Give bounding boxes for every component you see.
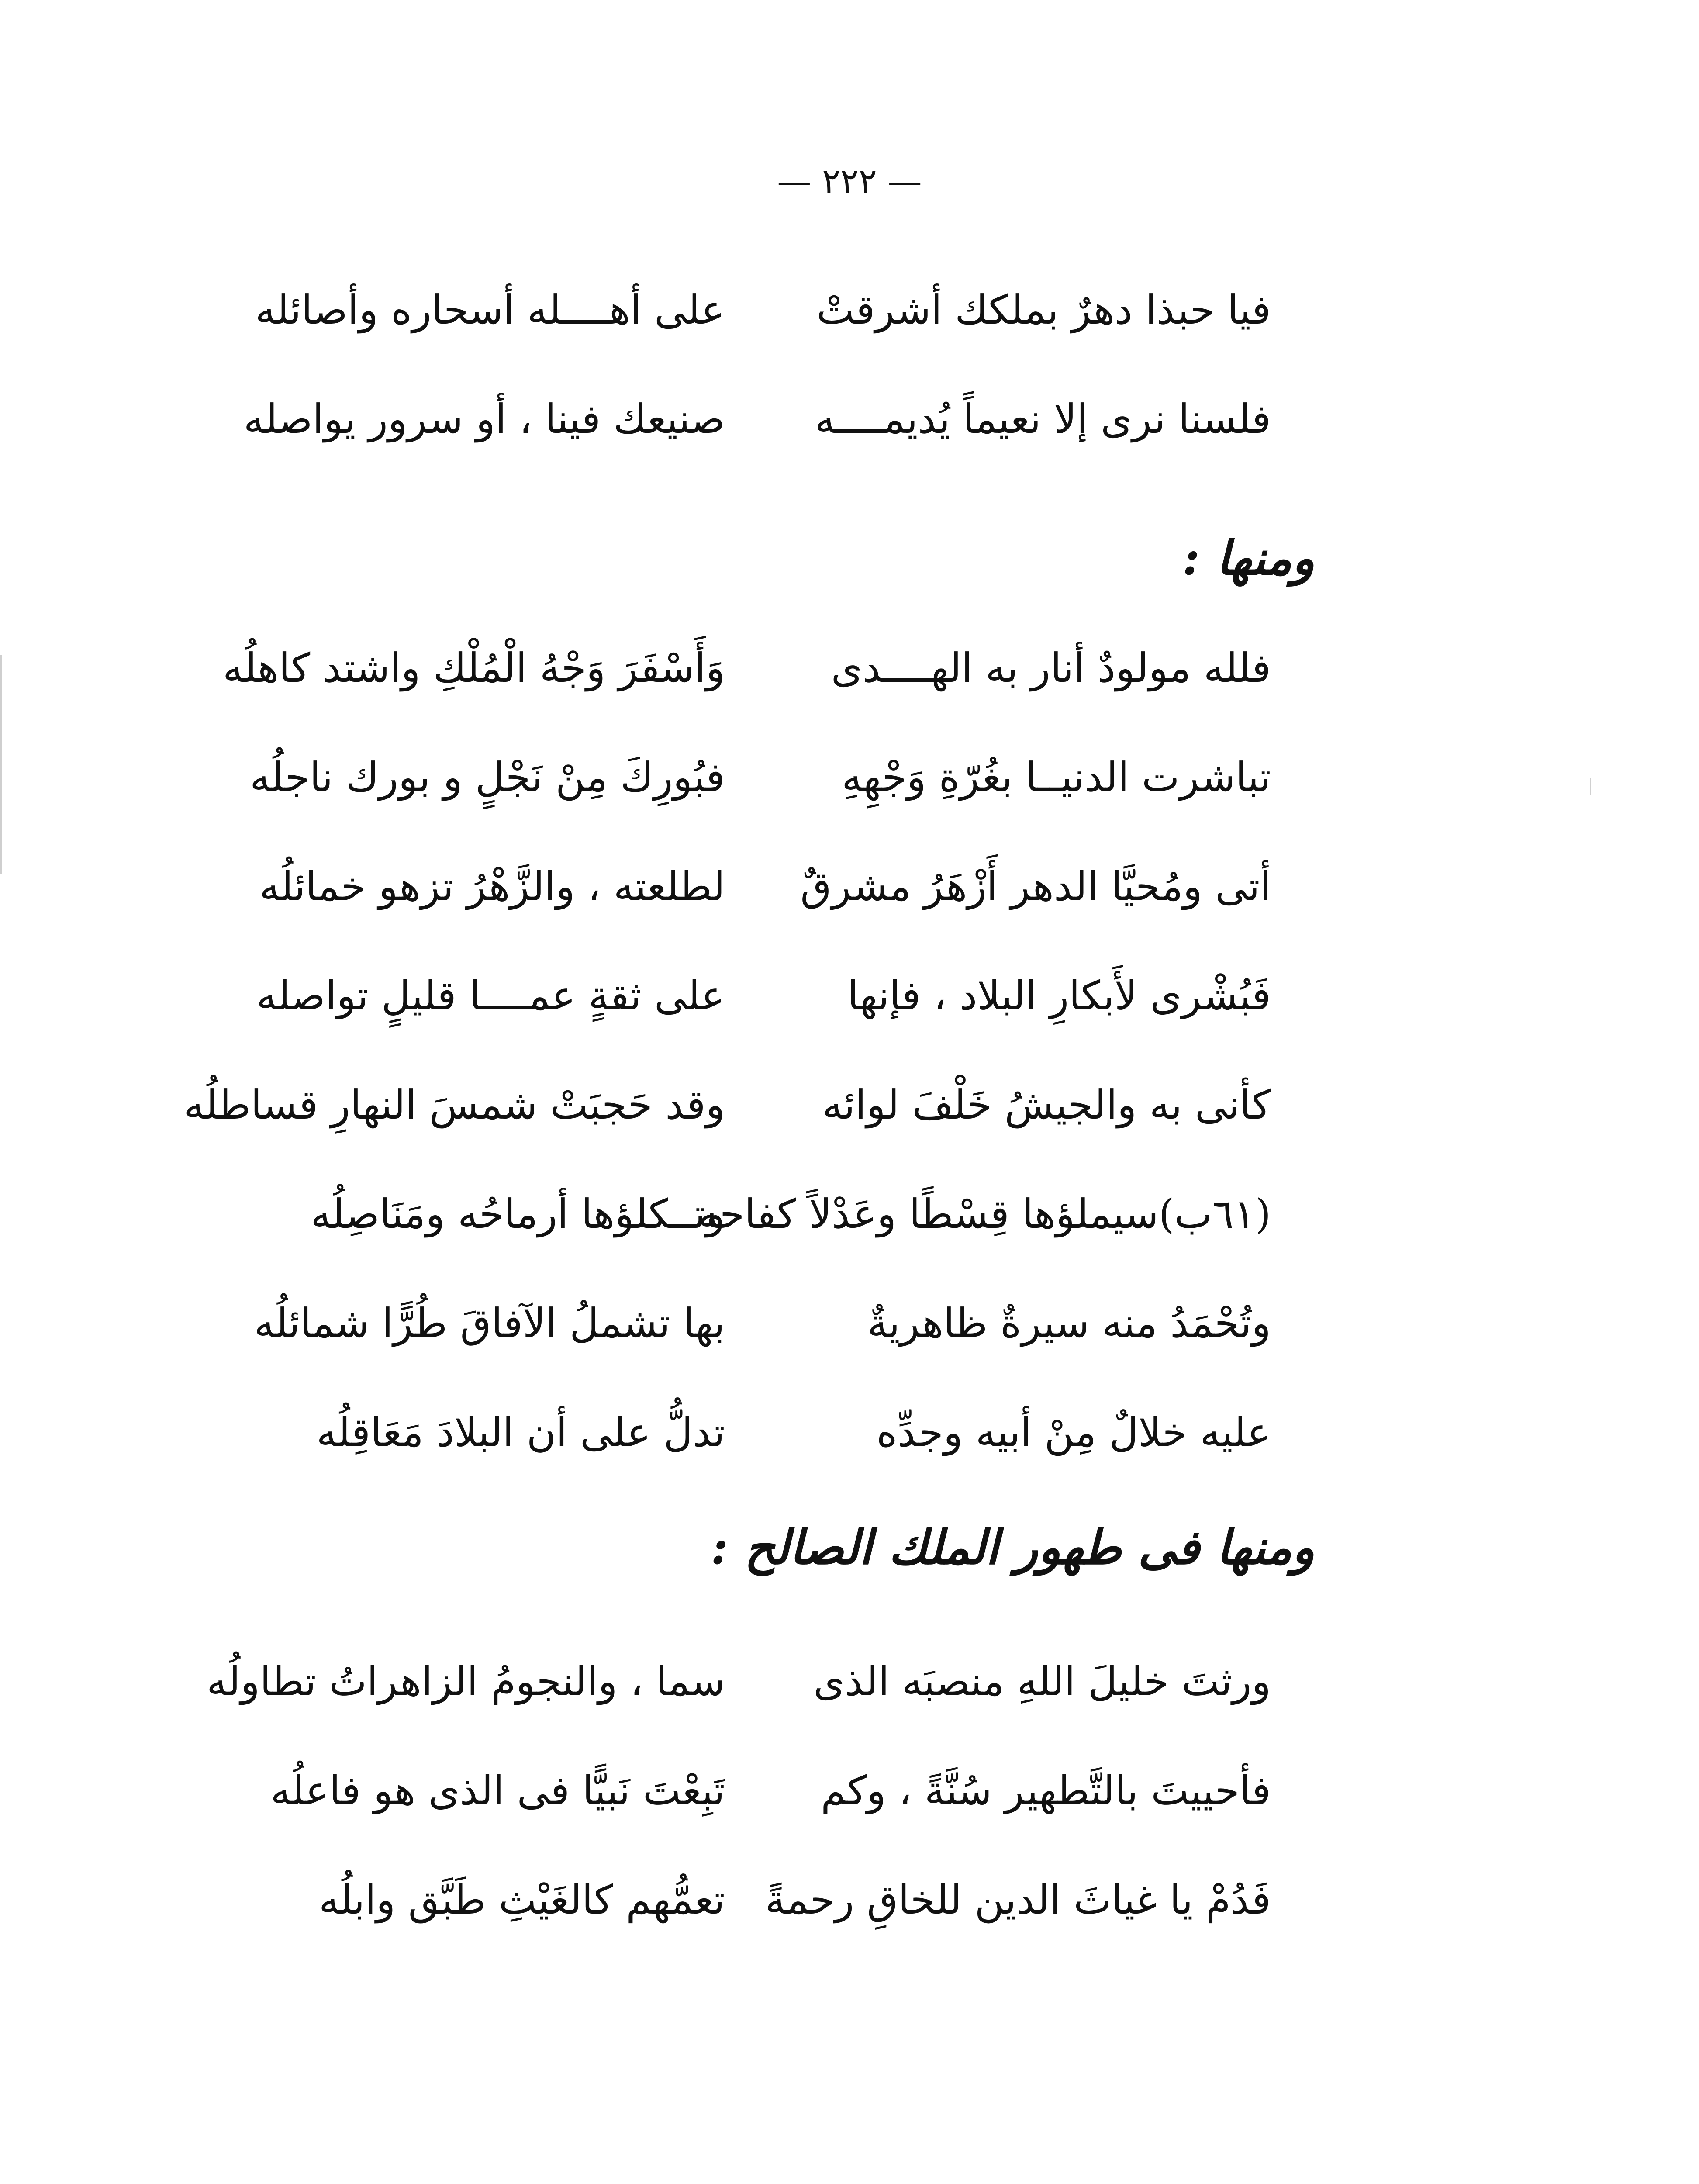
first-hemistich: ورثتَ خليلَ اللهِ منصبَه الذى xyxy=(813,1658,1271,1705)
first-hemistich: كأنى به والجيشُ خَلْفَ لوائه xyxy=(822,1082,1271,1128)
verse xyxy=(0,747,1699,856)
first-hemistich: فَدُمْ يا غياثَ الدين للخاقِ رحمةً xyxy=(765,1876,1271,1923)
margin-line xyxy=(0,655,2,874)
second-hemistich: على أهــــله أسحاره وأصائله xyxy=(255,287,725,333)
verse xyxy=(0,1075,1699,1184)
second-hemistich: صنيعك فينا ، أو سرور يواصله xyxy=(243,396,725,442)
second-hemistich: وَأَسْفَرَ وَجْهُ الْمُلْكِ واشتد كاهلُه xyxy=(223,645,725,691)
second-hemistich: على ثقةٍ عمــــا قليلٍ تواصله xyxy=(256,972,725,1019)
verse xyxy=(0,1651,1699,1760)
poem-block-1 xyxy=(0,280,1699,498)
second-hemistich: فبُورِكَ مِنْ نَجْلٍ و بورك ناجلُه xyxy=(250,754,725,801)
poem-block-2 xyxy=(0,638,1699,1511)
first-hemistich: فلسنا نرى إلا نعيماً يُديمــــه xyxy=(815,396,1271,442)
verse xyxy=(0,1760,1699,1870)
section-heading: ومنها فى طهور الملك الصالح : xyxy=(711,1520,1315,1575)
first-hemistich: تباشرت الدنيــا بغُرّةِ وَجْهِهِ xyxy=(842,754,1271,801)
second-hemistich: وقد حَجبَتْ شمسَ النهارِ قساطلُه xyxy=(184,1082,725,1128)
verse xyxy=(0,1184,1699,1293)
second-hemistich: لطلعته ، والزَّهْرُ تزهو خمائلُه xyxy=(259,863,725,910)
page-number: — ٢٢٢ — xyxy=(777,162,922,201)
second-hemistich: تدلُّ على أن البلادَ مَعَاقِلُه xyxy=(316,1409,725,1456)
verse xyxy=(0,389,1699,498)
verse xyxy=(0,638,1699,747)
first-hemistich: أتى ومُحيَّا الدهر أَزْهَرُ مشرقٌ xyxy=(800,863,1271,910)
second-hemistich: سما ، والنجومُ الزاهراتُ تطاولُه xyxy=(207,1658,725,1705)
second-hemistich: تَبِعْتَ نَبيًّا فى الذى هو فاعلُه xyxy=(270,1767,725,1814)
second-hemistich: بها تشملُ الآفاقَ طُرًّا شمائلُه xyxy=(254,1300,725,1347)
first-hemistich: (٦١ب)سيملؤها قِسْطًا وعَدْلاً كفاحه xyxy=(698,1191,1271,1237)
section-heading: ومنها : xyxy=(1182,531,1315,586)
poem-block-3 xyxy=(0,1651,1699,1979)
first-hemistich: فَبُشْرى لأَبكارِ البلاد ، فإنها xyxy=(847,972,1271,1019)
first-hemistich: فلله مولودٌ أنار به الهــــدى xyxy=(831,645,1271,691)
second-hemistich: تعمُّهم كالغَيْثِ طَبَّق وابلُه xyxy=(319,1876,725,1923)
verse xyxy=(0,1293,1699,1402)
first-hemistich: فيا حبذا دهرٌ بملكك أشرقتْ xyxy=(816,287,1271,333)
verse xyxy=(0,1402,1699,1511)
second-hemistich: وتــكلؤها أرماحُه ومَنَاصِلُه xyxy=(311,1191,725,1237)
verse xyxy=(0,280,1699,389)
first-hemistich: عليه خلالٌ مِنْ أبيه وجدِّه xyxy=(876,1409,1271,1456)
verse xyxy=(0,1870,1699,1979)
verse xyxy=(0,856,1699,965)
first-hemistich: وتُحْمَدُ منه سيرةٌ ظاهريةٌ xyxy=(867,1300,1271,1347)
first-hemistich: فأحييتَ بالتَّطهير سُنَّةً ، وكم xyxy=(821,1767,1271,1814)
margin-speck xyxy=(1590,778,1591,795)
verse xyxy=(0,965,1699,1075)
